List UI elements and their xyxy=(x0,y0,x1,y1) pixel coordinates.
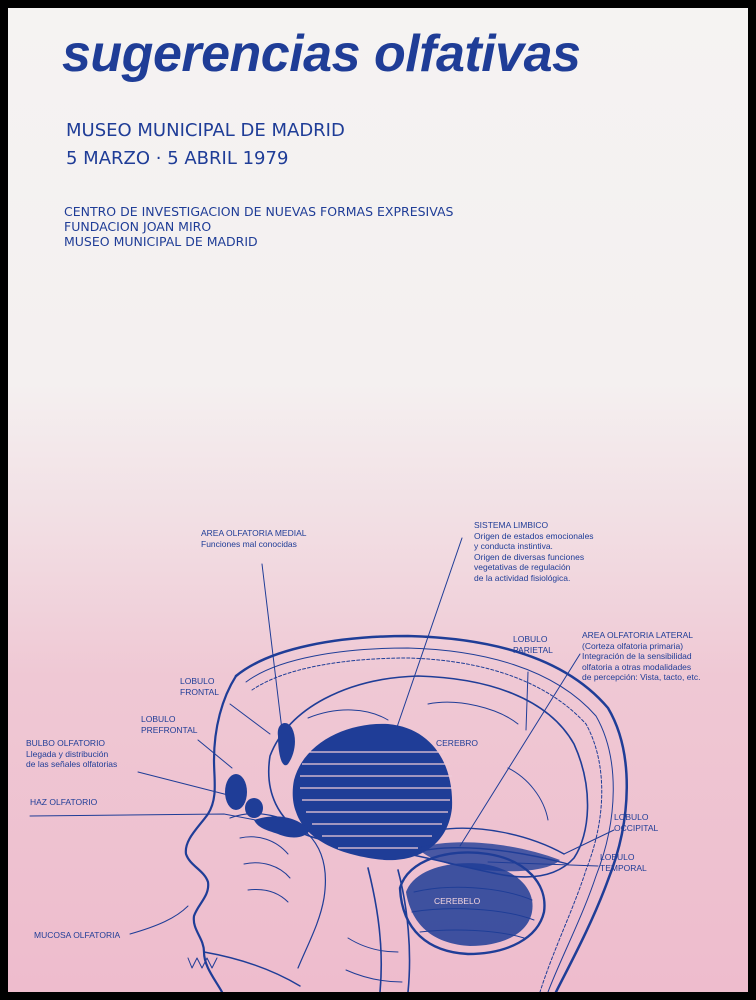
label-line: (Corteza olfatoria primaria) xyxy=(582,640,684,651)
label-title: AREA OLFATORIA LATERAL xyxy=(582,630,694,640)
label-haz-olfatorio: HAZ OLFATORIO xyxy=(30,797,98,807)
label-lobulo-occipital xyxy=(614,812,658,833)
exhibition-dates: 5 MARZO · 5 ABRIL 1979 xyxy=(66,148,289,169)
label-cerebro: CEREBRO xyxy=(436,738,479,748)
label-line: Llegada y distribución xyxy=(26,748,109,759)
label-desc: Funciones mal conocidas xyxy=(201,538,297,549)
organizer: FUNDACION JOAN MIRO xyxy=(64,219,212,234)
label-area-olfatoria-lateral xyxy=(582,630,700,683)
label-title: BULBO OLFATORIO xyxy=(26,738,106,748)
label-line: LOBULO xyxy=(180,676,215,686)
label-cerebelo: CEREBELO xyxy=(434,896,481,906)
label-line: PREFRONTAL xyxy=(141,724,198,735)
label-line: Integración de la sensibilidad xyxy=(582,651,692,661)
label-line: LOBULO xyxy=(600,852,635,862)
label-mucosa-olfatoria: MUCOSA OLFATORIA xyxy=(34,930,121,940)
head-anatomy-illustration xyxy=(8,8,748,992)
label-line: LOBULO xyxy=(513,634,548,644)
label-lobulo-frontal xyxy=(180,676,219,697)
label-line: TEMPORAL xyxy=(600,862,647,873)
venue: MUSEO MUNICIPAL DE MADRID xyxy=(66,120,345,141)
label-lobulo-temporal xyxy=(600,852,647,873)
label-line: FRONTAL xyxy=(180,686,220,697)
label-title: SISTEMA LIMBICO xyxy=(474,520,549,530)
label-sistema-limbico xyxy=(474,520,594,583)
label-line: vegetativas de regulación xyxy=(474,562,571,572)
label-line: PARIETAL xyxy=(513,644,553,655)
label-area-olfatoria-medial xyxy=(201,528,307,549)
label-bulbo-olfatorio xyxy=(26,738,117,770)
label-line: LOBULO xyxy=(614,812,649,822)
poster-title: sugerencias olfativas xyxy=(62,25,581,83)
label-line: y conducta instintiva. xyxy=(474,541,553,551)
organizer: CENTRO DE INVESTIGACION DE NUEVAS FORMAS EXPRESIVAS xyxy=(64,204,454,219)
label-lobulo-parietal xyxy=(513,634,553,655)
label-line: de las señales olfatorias xyxy=(26,759,118,769)
label-line: OCCIPITAL xyxy=(614,822,659,833)
poster xyxy=(8,8,748,992)
label-title: AREA OLFATORIA MEDIAL xyxy=(201,528,307,538)
label-line: Origen de estados emocionales xyxy=(474,530,594,541)
label-line: de percepción: Vista, tacto, etc. xyxy=(582,672,701,682)
label-line: Origen de diversas funciones xyxy=(474,551,585,562)
label-lobulo-prefrontal xyxy=(141,714,198,735)
label-line: olfatoria a otras modalidades xyxy=(582,661,692,672)
label-line: LOBULO xyxy=(141,714,176,724)
label-line: de la actividad fisiológica. xyxy=(474,572,571,583)
organizer: MUSEO MUNICIPAL DE MADRID xyxy=(64,234,258,249)
